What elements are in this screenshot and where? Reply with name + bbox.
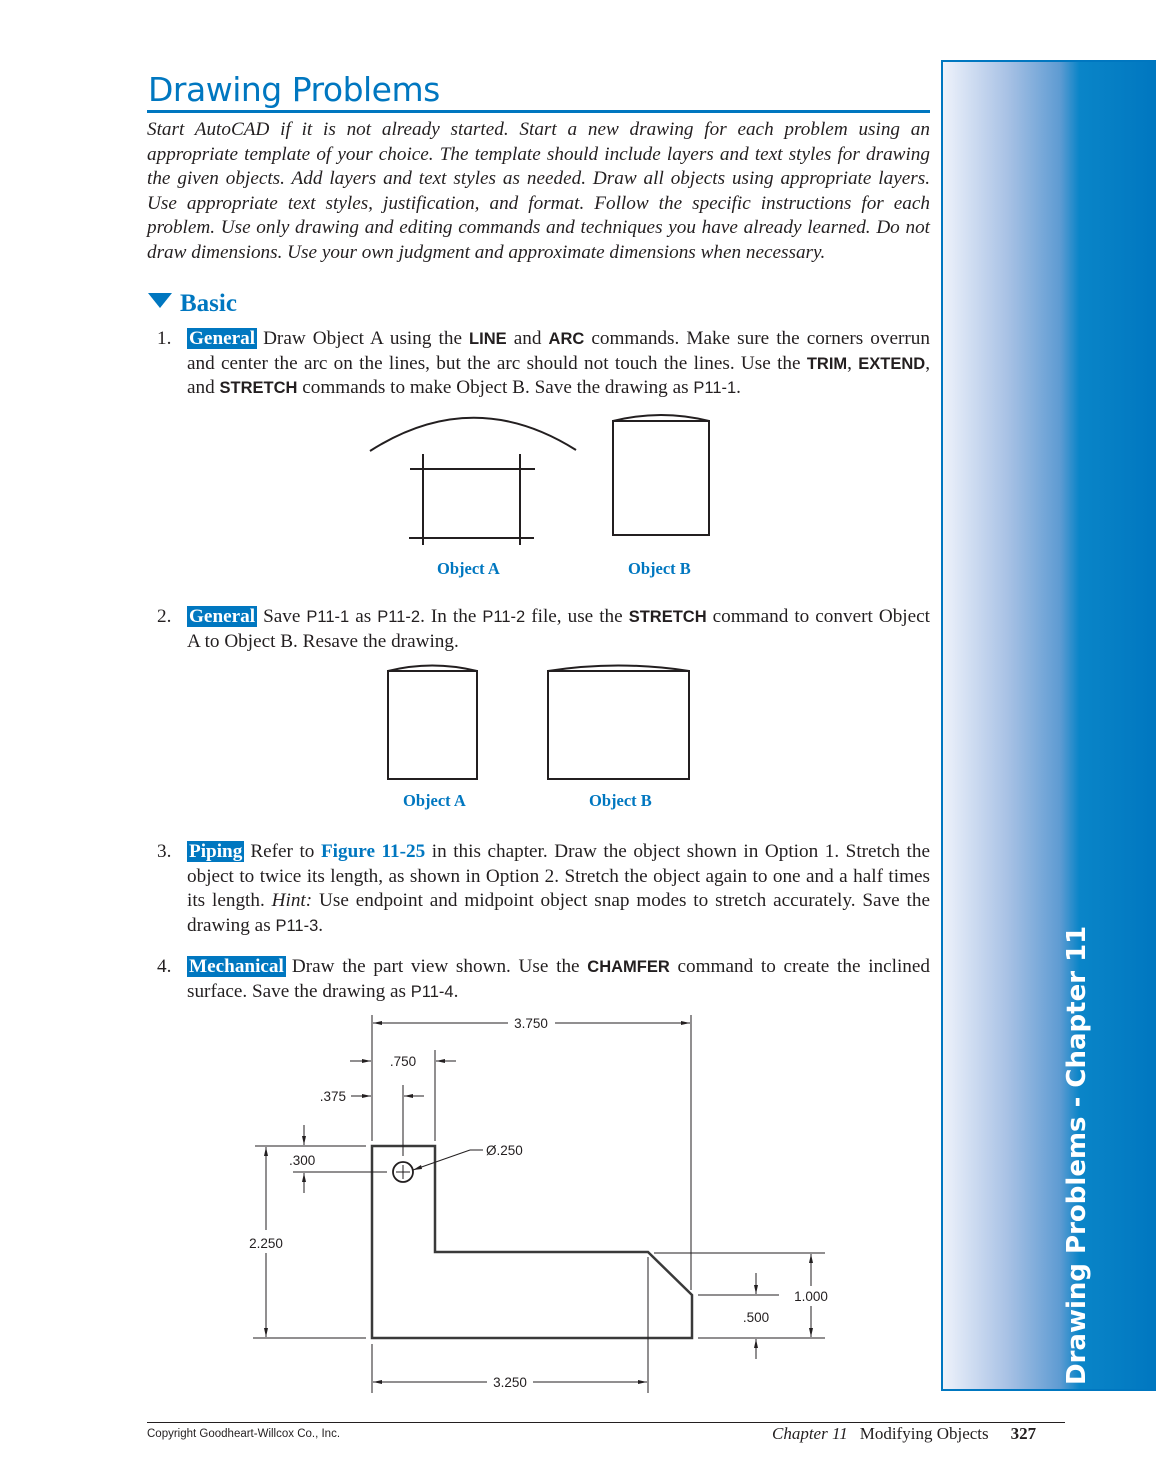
- page-number: 327: [1010, 1424, 1037, 1443]
- dim-hole-x: .375: [319, 1089, 346, 1104]
- text: . In the: [420, 606, 483, 627]
- file-name: P11-2: [377, 608, 421, 626]
- text: commands to make Object B. Save the drawing as: [297, 377, 694, 399]
- hint-label: Hint:: [271, 890, 313, 912]
- text: file, use the: [525, 606, 629, 627]
- part-outline: [372, 1146, 692, 1338]
- problem-tag: Mechanical: [189, 956, 284, 977]
- problem-2: [157, 605, 930, 654]
- problem-number: 1.: [157, 328, 172, 349]
- dim-overall-height: 2.250: [249, 1236, 283, 1251]
- rectangle: [388, 671, 477, 779]
- file-name: P11-4: [410, 982, 454, 1001]
- text: ,: [847, 352, 859, 374]
- section-label: Basic: [180, 290, 237, 317]
- text: , and: [187, 352, 930, 399]
- dim-hole-dia: Ø.250: [486, 1143, 523, 1158]
- caption-object-a: Object A: [437, 559, 500, 578]
- text: .: [736, 377, 741, 399]
- file-name: P11-3: [275, 916, 319, 935]
- intro-paragraph: Start AutoCAD if it is not already started. Start a new drawing for each problem using an appropriate template of your choice. The template should include layers and text styles for drawing the given objects. Add layers and text styles as needed. Draw all objects using appropriate layers. Use appropriate text styles, justification, and format. Follow the specific instructions for each problem. Use only drawing and editing commands and techniques you have already learned. Do not draw dimensions. Use your own judgment and approximate dimensions when necessary.: [147, 119, 930, 263]
- caption-object-a: Object A: [403, 791, 466, 810]
- text: Draw the part view shown. Use the: [291, 956, 588, 977]
- problem-tag: General: [189, 328, 256, 349]
- problem-number: 2.: [157, 606, 172, 627]
- running-footer: [772, 1424, 1036, 1444]
- problem-4: [157, 955, 930, 1004]
- footer-rule: [147, 1422, 1065, 1423]
- text: command to create the inclined surface. Save the drawing as: [187, 956, 931, 1002]
- text: Refer to: [250, 841, 321, 862]
- file-name: P11-2: [482, 608, 526, 626]
- figure-problem-4: [249, 1015, 828, 1393]
- dim-hole-y: .300: [289, 1153, 316, 1168]
- figure-problem-1: [370, 415, 709, 545]
- arrowheads: [264, 1021, 813, 1384]
- object-b-drawing: [613, 415, 709, 535]
- figure-problem-2: [388, 666, 689, 780]
- caption-object-b: Object B: [589, 791, 652, 810]
- sidebar-label: Drawing Problems - Chapter 11: [1062, 925, 1092, 1385]
- file-name: P11-1: [306, 608, 350, 626]
- text: Use endpoint and midpoint object snap modes to stretch accurately. Save the drawing as: [187, 890, 930, 936]
- figure-link[interactable]: Figure 11-25: [320, 841, 426, 862]
- text: command to convert Object A to Object B. Resave the drawing.: [187, 606, 930, 652]
- dim-chamfer-end: .500: [742, 1310, 770, 1325]
- copyright: Copyright Goodheart-Willcox Co., Inc.: [147, 1428, 341, 1440]
- dim-overall-width: 3.750: [514, 1016, 548, 1031]
- text: commands. Make sure the corners overrun and center the arc on the lines, but the arc should not touch the lines. Use the: [187, 328, 930, 374]
- rectangle: [613, 421, 709, 535]
- text: as: [349, 606, 378, 627]
- footer-chapter-title: Modifying Objects: [859, 1424, 989, 1443]
- text: and: [506, 328, 549, 349]
- file-name: P11-1: [693, 379, 737, 398]
- command: STRETCH: [219, 379, 298, 398]
- footer-chapter: Chapter 11: [772, 1424, 848, 1443]
- problem-number: 4.: [157, 956, 172, 977]
- dimension-lines: [253, 1015, 825, 1393]
- dim-step-height: 1.000: [794, 1289, 828, 1304]
- object-a-drawing: [388, 666, 477, 780]
- object-a-drawing: [370, 418, 576, 545]
- dim-slot-width: .750: [389, 1054, 417, 1069]
- command: ARC: [548, 330, 585, 348]
- text: .: [453, 980, 459, 1002]
- command: CHAMFER: [587, 958, 670, 976]
- problem-3: [157, 840, 930, 938]
- rectangle: [548, 671, 689, 779]
- text: in this chapter. Draw the object shown in Option 1. Stretch the object to twice its length, as shown in Option 2. Stretch the object again to one and a half times its length.: [187, 841, 930, 912]
- command: LINE: [469, 330, 507, 348]
- object-b-drawing: [548, 666, 689, 780]
- chapter-sidebar-tab: [941, 60, 1156, 1391]
- command: STRETCH: [628, 608, 707, 626]
- text: Draw Object A using the: [263, 328, 470, 349]
- command: EXTEND: [858, 354, 926, 373]
- page-title: Drawing Problems: [148, 70, 440, 109]
- command: TRIM: [806, 354, 848, 373]
- problem-number: 3.: [157, 841, 172, 862]
- text: .: [318, 914, 324, 936]
- text: Save: [263, 606, 307, 627]
- problem-tag: General: [189, 606, 256, 627]
- arc: [370, 418, 576, 451]
- problem-tag: Piping: [189, 841, 243, 862]
- caption-object-b: Object B: [628, 559, 691, 578]
- dim-chamfer-start: 3.250: [493, 1375, 527, 1390]
